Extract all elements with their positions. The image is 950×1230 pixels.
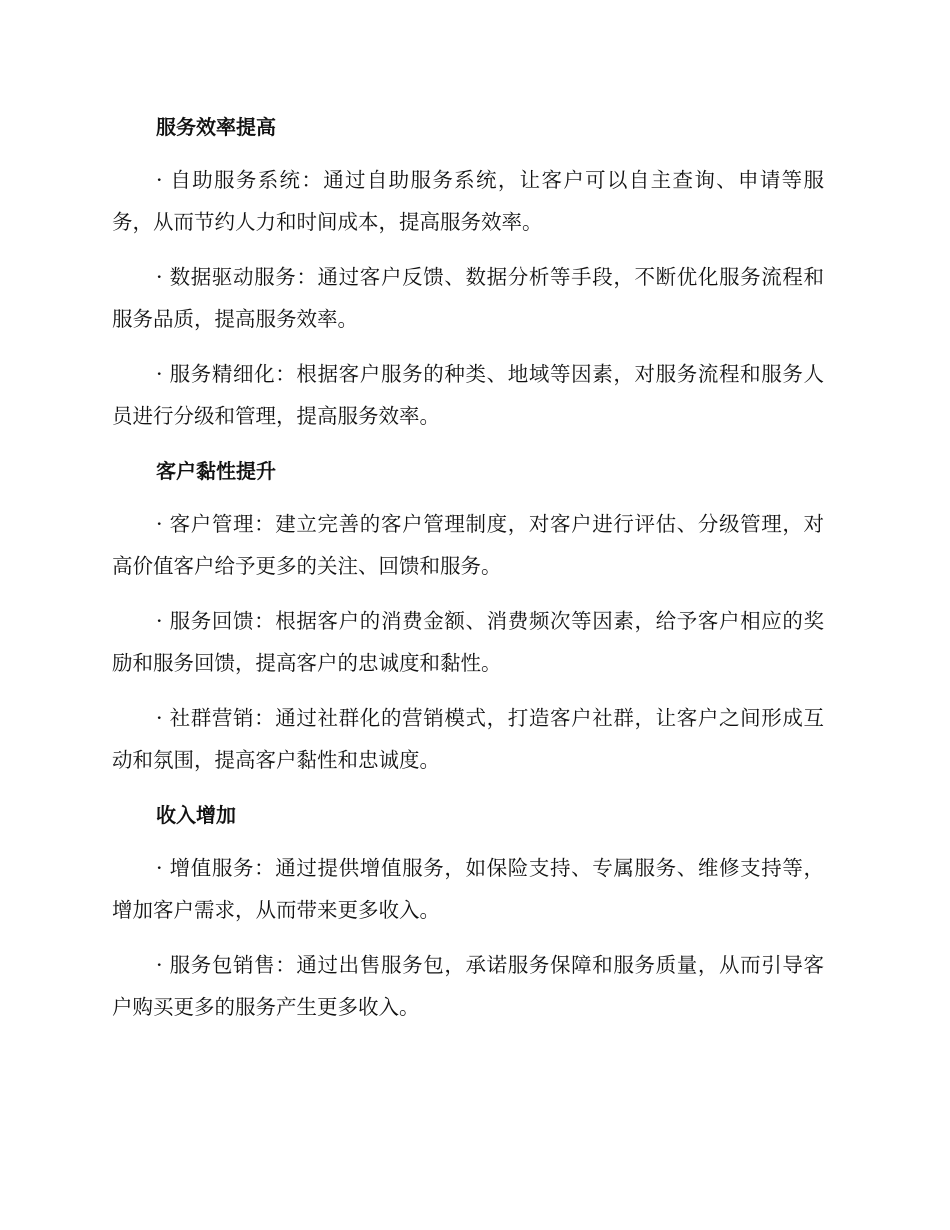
section-customer-loyalty	[112, 450, 824, 781]
section-revenue-growth	[112, 794, 824, 1028]
section-heading: 收入增加	[156, 803, 236, 827]
document-body	[112, 106, 824, 1041]
paragraph: · 增值服务：通过提供增值服务，如保险支持、专属服务、维修支持等，增加客户需求，从而带来更多收入。	[112, 856, 824, 922]
paragraph: · 社群营销：通过社群化的营销模式，打造客户社群，让客户之间形成互动和氛围，提高客户黏性和忠诚度。	[112, 706, 824, 772]
section-heading: 服务效率提高	[156, 115, 276, 139]
paragraph: · 服务精细化：根据客户服务的种类、地域等因素，对服务流程和服务人员进行分级和管理，提高服务效率。	[112, 362, 824, 428]
section-heading: 客户黏性提升	[156, 459, 276, 483]
paragraph: · 客户管理：建立完善的客户管理制度，对客户进行评估、分级管理，对高价值客户给予更多的关注、回馈和服务。	[112, 512, 824, 578]
paragraph: · 自助服务系统：通过自助服务系统，让客户可以自主查询、申请等服务，从而节约人力和时间成本，提高服务效率。	[112, 168, 824, 234]
paragraph: · 服务包销售：通过出售服务包，承诺服务保障和服务质量，从而引导客户购买更多的服务产生更多收入。	[112, 953, 824, 1019]
paragraph: · 服务回馈：根据客户的消费金额、消费频次等因素，给予客户相应的奖励和服务回馈，提高客户的忠诚度和黏性。	[112, 609, 824, 675]
section-service-efficiency	[112, 106, 824, 437]
paragraph: · 数据驱动服务：通过客户反馈、数据分析等手段，不断优化服务流程和服务品质，提高服务效率。	[112, 265, 824, 331]
